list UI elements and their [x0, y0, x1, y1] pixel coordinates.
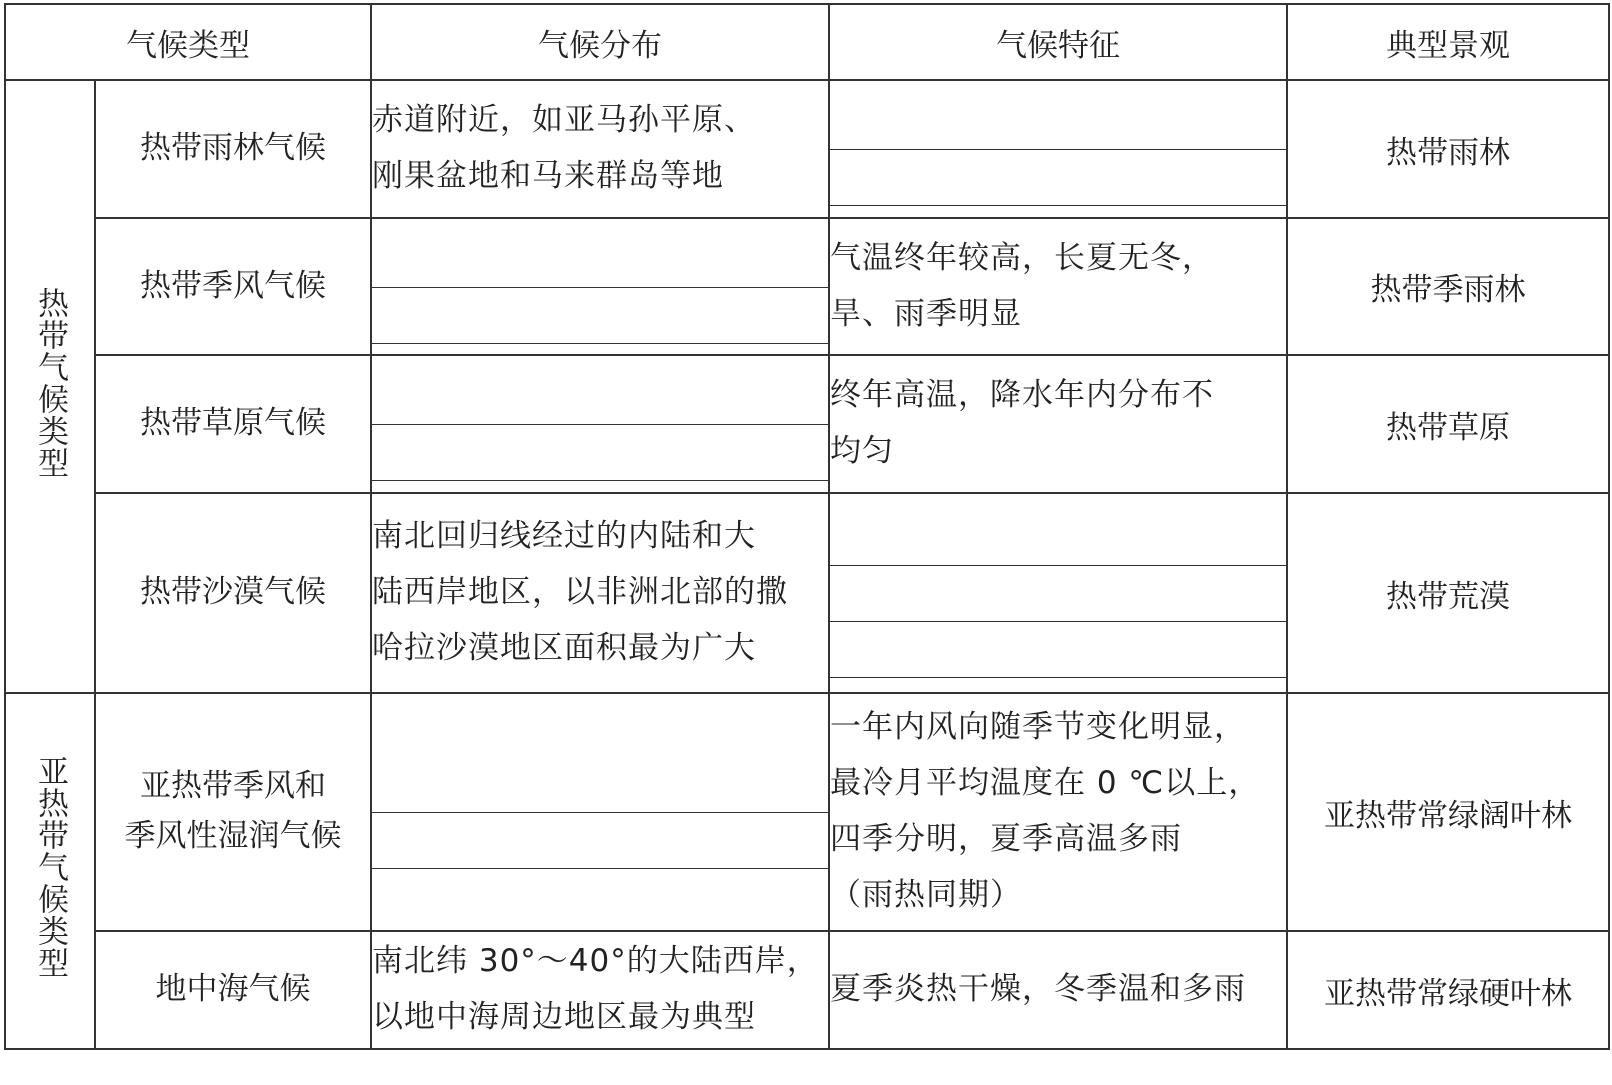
- landscape-cell: 亚热带常绿阔叶林: [1287, 693, 1609, 931]
- features-line: 终年高温，降水年内分布不: [830, 377, 1214, 414]
- blank-line: [830, 622, 1286, 678]
- group-label-subtropical: [5, 693, 95, 1049]
- table-row: [5, 931, 1609, 1049]
- blank-line: [830, 92, 1286, 150]
- distribution-line: 赤道附近，如亚马孙平原、: [372, 102, 756, 139]
- blank-line: [372, 230, 828, 288]
- features-line: 夏季炎热干燥，冬季温和多雨: [830, 971, 1246, 1008]
- features-line: 四季分明，夏季高温多雨: [830, 821, 1182, 857]
- distribution-line: 陆西岸地区，以非洲北部的撒: [372, 574, 788, 611]
- features-line: 均匀: [830, 433, 894, 469]
- landscape-cell: 热带季雨林: [1287, 218, 1609, 355]
- distribution-blank: [371, 218, 829, 355]
- distribution-line: 哈拉沙漠地区面积最为广大: [372, 629, 756, 666]
- group-label-tropical-text: 热带气候类型: [32, 286, 69, 479]
- distribution-line: 南北纬 30°～40°的大陆西岸，: [372, 943, 819, 980]
- features-blank: [829, 493, 1287, 693]
- distribution-line: 刚果盆地和马来群岛等地: [372, 158, 724, 194]
- landscape-cell: 亚热带常绿硬叶林: [1287, 931, 1609, 1049]
- climate-type-cell: 热带草原气候: [95, 355, 371, 493]
- distribution-line: 南北回归线经过的内陆和大: [372, 518, 756, 555]
- blank-line: [372, 755, 828, 813]
- blank-line: [830, 150, 1286, 206]
- features-line: 最冷月平均温度在 0 ℃以上，: [830, 765, 1261, 802]
- blank-line: [372, 425, 828, 481]
- header-climate-type: 气候类型: [5, 4, 371, 80]
- features-blank: [829, 80, 1287, 218]
- landscape-cell: 热带雨林: [1287, 80, 1609, 218]
- group-label-subtropical-text: 亚热带气候类型: [32, 755, 69, 979]
- distribution-blank: [371, 355, 829, 493]
- distribution-cell: [371, 931, 829, 1049]
- climate-type-cell: 热带季风气候: [95, 218, 371, 355]
- features-line: （雨热同期）: [830, 876, 1022, 913]
- landscape-cell: 热带草原: [1287, 355, 1609, 493]
- features-cell: [829, 218, 1287, 355]
- table-row: [5, 493, 1609, 693]
- header-features: 气候特征: [829, 4, 1287, 80]
- climate-type-cell: [95, 693, 371, 931]
- table-row: [5, 693, 1609, 931]
- climate-type-cell: 地中海气候: [95, 931, 371, 1049]
- table-row: [5, 218, 1609, 355]
- landscape-cell: 热带荒漠: [1287, 493, 1609, 693]
- header-landscape: 典型景观: [1287, 4, 1609, 80]
- features-cell: [829, 355, 1287, 493]
- climate-table: [4, 3, 1610, 1050]
- group-label-tropical: [5, 80, 95, 693]
- table-row: [5, 355, 1609, 493]
- climate-type-cell: 热带沙漠气候: [95, 493, 371, 693]
- features-line: 旱、雨季明显: [830, 295, 1022, 332]
- blank-line: [830, 508, 1286, 566]
- features-line: 气温终年较高，长夏无冬，: [830, 239, 1214, 276]
- blank-line: [372, 813, 828, 869]
- distribution-cell: [371, 493, 829, 693]
- features-cell: [829, 931, 1287, 1049]
- table-row: [5, 80, 1609, 218]
- climate-type-line: 季风性湿润气候: [124, 818, 342, 854]
- distribution-line: 以地中海周边地区最为典型: [372, 999, 756, 1035]
- header-row: [5, 4, 1609, 80]
- features-line: 一年内风向随季节变化明显，: [830, 709, 1246, 746]
- climate-type-cell: 热带雨林气候: [95, 80, 371, 218]
- climate-type-line: 亚热带季风和: [140, 768, 326, 805]
- distribution-cell: [371, 80, 829, 218]
- distribution-blank: [371, 693, 829, 931]
- blank-line: [372, 367, 828, 425]
- blank-line: [830, 566, 1286, 622]
- header-distribution: 气候分布: [371, 4, 829, 80]
- blank-line: [372, 288, 828, 344]
- features-cell: [829, 693, 1287, 931]
